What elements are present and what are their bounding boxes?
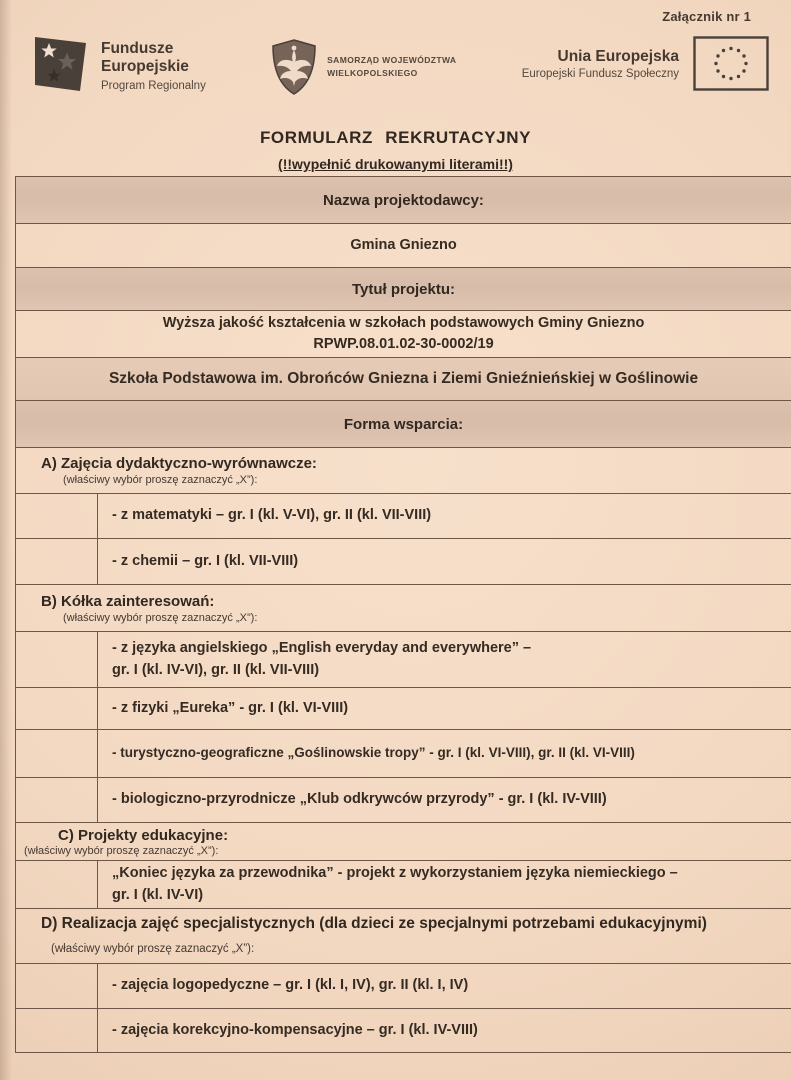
header-forma-label: Forma wsparcia: [343, 415, 464, 433]
option-a1-label: - z matematyki – gr. I (kl. V-VI), gr. II (kl. VII-VIII) [112, 507, 432, 524]
option-c1-line1: „Koniec języka za przewodnika” - projekt z wykorzystaniem języka niemieckiego – [112, 864, 678, 881]
school-name: Szkoła Podstawowa im. Obrońców Gniezna i Ziemi Gnieźnieńskiej w Goślinowie [108, 369, 699, 387]
samorzad-line1: SAMORZĄD WOJEWÓDZTWA [327, 55, 457, 66]
logo-strip [28, 32, 769, 110]
row-applicant [16, 224, 791, 268]
option-row-d1 [16, 964, 791, 1009]
option-b3-label: - turystyczno-geograficzne „Goślinowskie tropy” - gr. I (kl. VI-VIII), gr. II (kl. VI-VIII) [112, 745, 635, 761]
unia-europejska-logo [522, 36, 769, 91]
header-nazwa-label: Nazwa projektodawcy: [323, 191, 484, 209]
recruitment-form-table [15, 176, 791, 1053]
checkbox-cell-b1 [16, 632, 98, 687]
fundusze-name-line2: Europejskie [101, 58, 189, 76]
eu-flag-icon [693, 36, 769, 91]
option-b1-line1: - z języka angielskiego „English everyday and everywhere” – [112, 639, 532, 656]
section-d-label: D) Realizacja zajęć specjalistycznych (dla dzieci ze specjalnymi potrzebami edukacyjnymi) [41, 914, 707, 932]
applicant-value: Gmina Gniezno [350, 236, 457, 253]
fundusze-subtitle: Program Regionalny [101, 79, 206, 92]
section-c-label: C) Projekty edukacyjne: [58, 826, 229, 844]
option-row-a2 [16, 539, 791, 585]
option-b2-label: - z fizyki „Eureka” - gr. I (kl. VI-VIII) [112, 699, 349, 716]
fundusze-name-line1: Fundusze [101, 40, 174, 57]
section-a-label: A) Zajęcia dydaktyczno-wyrównawcze: [41, 455, 317, 472]
checkbox-cell-d2 [16, 1009, 98, 1052]
form-title: FORMULARZ REKRUTACYJNY [259, 128, 532, 147]
row-header-nazwa [16, 177, 791, 224]
checkbox-cell-d1 [16, 964, 98, 1008]
wielkopolska-crest-icon [271, 38, 317, 96]
form-subtitle: (!!wypełnić drukowanymi literami!!) [278, 156, 513, 172]
unia-subtitle: Europejski Fundusz Społeczny [521, 67, 679, 80]
option-row-b3 [16, 730, 791, 778]
row-school [16, 358, 791, 401]
option-d1-label: - zajęcia logopedyczne – gr. I (kl. I, IV), gr. II (kl. I, IV) [112, 977, 469, 994]
option-b4-label: - biologiczno-przyrodnicze „Klub odkrywców przyrody” - gr. I (kl. IV-VIII) [112, 791, 607, 808]
unia-name: Unia Europejska [557, 47, 679, 65]
samorzad-line2: WIELKOPOLSKIEGO [327, 68, 418, 78]
option-c1-line2: gr. I (kl. IV-VI) [112, 886, 204, 903]
header-tytul-label: Tytuł projektu: [351, 280, 456, 298]
samorzad-wojewodztwa-logo [271, 38, 456, 96]
section-c-header [16, 823, 791, 861]
option-row-c1 [16, 861, 791, 909]
option-row-b1 [16, 632, 791, 688]
option-row-a1 [16, 494, 791, 539]
checkbox-cell-c1 [16, 861, 98, 908]
fundusze-europejskie-logo [28, 32, 206, 94]
option-b1-line2: gr. I (kl. IV-VI), gr. II (kl. VII-VIII) [112, 661, 320, 678]
checkbox-cell-a2 [16, 539, 98, 584]
section-d-hint: (właściwy wybór proszę zaznaczyć „X”): [51, 943, 255, 955]
section-b-hint: (właściwy wybór proszę zaznaczyć „X”): [63, 611, 258, 624]
option-d2-label: - zajęcia korekcyjno-kompensacyjne – gr. I (kl. IV-VIII) [112, 1021, 478, 1038]
project-number: RPWP.08.01.02-30-0002/19 [313, 336, 494, 352]
checkbox-cell-b3 [16, 730, 98, 777]
attachment-label: Załącznik nr 1 [662, 9, 751, 24]
section-b-header [16, 585, 791, 632]
fundusze-flag-icon [28, 32, 90, 94]
option-row-b2 [16, 688, 791, 730]
row-header-tytul [16, 268, 791, 311]
section-a-header [16, 448, 791, 494]
section-d-header [16, 909, 791, 964]
option-row-d2 [16, 1009, 791, 1053]
option-row-b4 [16, 778, 791, 823]
checkbox-cell-b4 [16, 778, 98, 822]
section-c-hint: (właściwy wybór proszę zaznaczyć „X”): [24, 844, 219, 857]
checkbox-cell-a1 [16, 494, 98, 538]
option-a2-label: - z chemii – gr. I (kl. VII-VIII) [112, 552, 299, 569]
section-a-hint: (właściwy wybór proszę zaznaczyć „X”): [63, 474, 258, 486]
checkbox-cell-b2 [16, 688, 98, 729]
row-header-forma [16, 401, 791, 448]
project-title-line1: Wyższa jakość kształcenia w szkołach podstawowych Gminy Gniezno [162, 314, 645, 331]
section-b-label: B) Kółka zainteresowań: [41, 592, 215, 610]
row-project-title [16, 311, 791, 358]
